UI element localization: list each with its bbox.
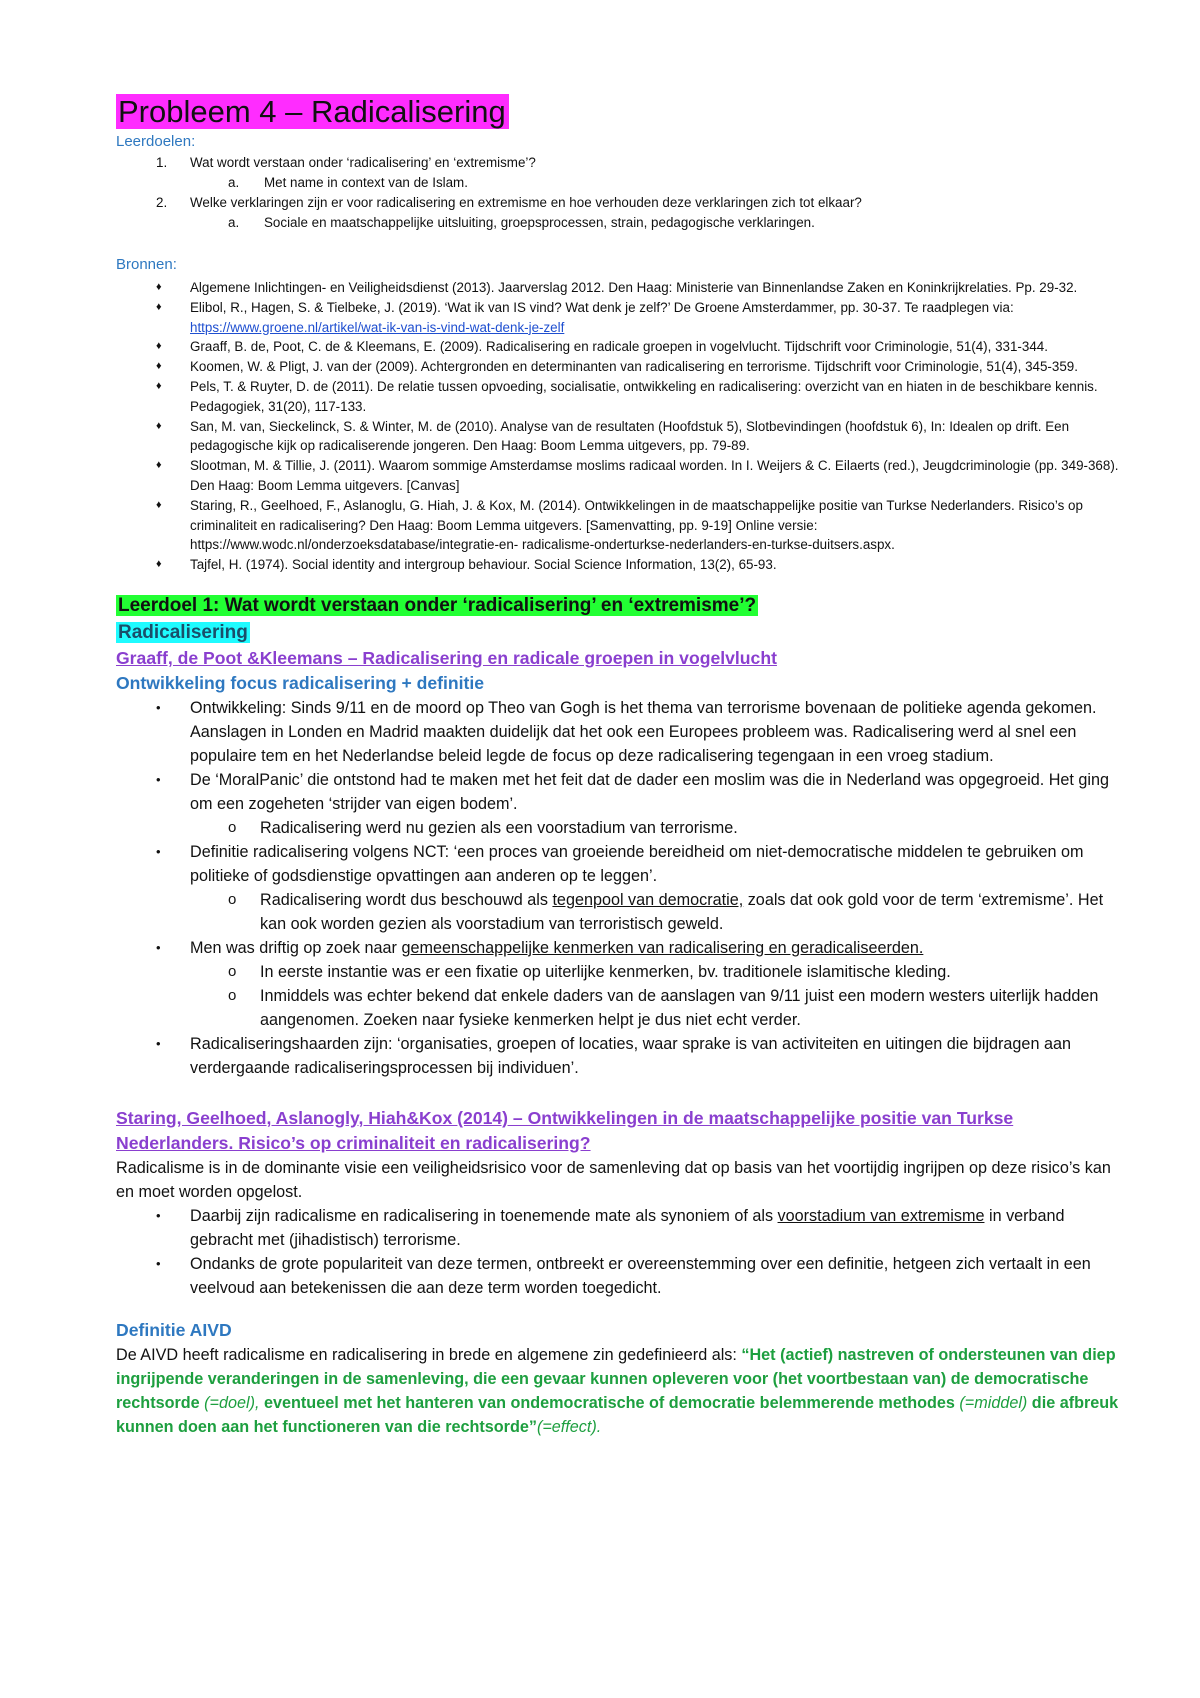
circle-bullet-icon: o <box>228 818 237 836</box>
page-title: Probleem 4 – Radicalisering <box>116 92 1120 132</box>
diamond-bullet-icon: ♦ <box>156 281 162 293</box>
diamond-bullet-icon: ♦ <box>156 558 162 571</box>
diamond-bullet-icon: ♦ <box>156 360 162 373</box>
list-item: ♦ Tajfel, H. (1974). Social identity and intergroup behaviour. Social Science Information, 13(2), 65-93. <box>116 555 1120 575</box>
list-item: • Men was driftig op zoek naar gemeenschappelijke kenmerken van radicalisering en geradicaliseerden. o In eerste instantie was er een fixatie op uiterlijke kenmerken, bv. traditionele islamitische kleding. o Inmiddels was echter bekend dat enkele daders van de aanslagen van 9/11 juist een modern westers uiterlijk hadden aangenomen. Zoeken naar fysieke kenmerken helpt je dus niet echt verder. <box>116 936 1120 1032</box>
source-heading-graaff: Graaff, de Poot &Kleemans – Radicalisering en radicale groepen in vogelvlucht <box>116 647 777 668</box>
diamond-bullet-icon: ♦ <box>156 340 162 353</box>
aivd-definition: De AIVD heeft radicalisme en radicalisering in brede en algemene zin gedefinieerd als: “Het (actief) nastreven of ondersteunen van diep ingrijpende veranderingen in de samenleving, die een gevaar kunnen opleveren voor (het voortbestaan van) de democratische rechtsorde (=doel), eventueel met het hanteren van ondemocratische of democratie belemmerende methodes (=middel) die afbreuk kunnen doen aan het functioneren van die rechtsorde”(=effect). <box>116 1345 1119 1436</box>
leerdoelen-label: Leerdoelen: <box>116 133 196 150</box>
staring-bullets <box>116 1204 1120 1300</box>
source-heading-staring: Staring, Geelhoed, Aslanogly, Hiah&Kox (2014) – Ontwikkelingen in de maatschappelijke positie van Turkse Nederlanders. Risico’s op criminaliteit en radicalisering? <box>116 1107 1014 1153</box>
list-item: ♦ Algemene Inlichtingen- en Veiligheidsdienst (2013). Jaarverslag 2012. Den Haag: Ministerie van Binnenlandse Zaken en Koninkrijkrelaties. Pp. 29-32. <box>116 278 1120 298</box>
list-item: • Daarbij zijn radicalisme en radicalisering in toenemende mate als synoniem of als voorstadium van extremisme in verband gebracht met (jihadistisch) terrorisme. <box>116 1204 1120 1252</box>
graaff-bullets <box>116 696 1120 1080</box>
diamond-bullet-icon: ♦ <box>156 459 162 472</box>
list-item: • Ondanks de grote populariteit van deze termen, ontbreekt er overeenstemming over een definitie, hetgeen zich vertaalt in een veelvoud aan betekenissen die aan deze term worden toegedicht. <box>116 1252 1120 1300</box>
bronnen-list <box>116 278 1120 575</box>
list-item: ♦ Pels, T. & Ruyter, D. de (2011). De relatie tussen opvoeding, socialisatie, ontwikkeling en radicalisering: overzicht van en hiaten in de beschikbare kennis. Pedagogiek, 31(20), 117-133. <box>156 378 1098 414</box>
bullet-icon: • <box>156 1207 161 1223</box>
radicalisering-heading: Radicalisering <box>118 621 248 643</box>
list-item: • Radicaliseringshaarden zijn: ‘organisaties, groepen of locaties, waar sprake is van activiteiten en uitingen die bijdragen aan verdergaande radicaliseringsprocessen bij individuen’. <box>116 1032 1120 1080</box>
list-item: o Radicalisering wordt dus beschouwd als tegenpool van democratie, zoals dat ook gold voor de term ‘extremisme’. Het kan ook worden gezien als voorstadium van terroristisch geweld. <box>116 888 1120 936</box>
leerdoel-1-heading: Leerdoel 1: Wat wordt verstaan onder ‘radicalisering’ en ‘extremisme’? <box>118 594 757 616</box>
bullet-icon: • <box>156 1035 161 1051</box>
bullet-icon: • <box>156 1255 161 1271</box>
leerdoelen-list <box>116 153 1120 233</box>
diamond-bullet-icon: ♦ <box>156 300 162 313</box>
diamond-bullet-icon: ♦ <box>156 498 162 511</box>
list-item: ♦ Graaff, B. de, Poot, C. de & Kleemans, E. (2009). Radicalisering en radicale groepen in vogelvlucht. Tijdschrift voor Criminologie, 51(4), 331-344. <box>116 337 1120 357</box>
circle-bullet-icon: o <box>228 986 237 1004</box>
bronnen-label: Bronnen: <box>116 256 177 273</box>
list-item: o Radicalisering werd nu gezien als een voorstadium van terrorisme. <box>116 816 1120 840</box>
diamond-bullet-icon: ♦ <box>156 379 162 392</box>
bullet-icon: • <box>156 939 161 955</box>
list-item: • Ontwikkeling: Sinds 9/11 en de moord op Theo van Gogh is het thema van terrorisme bovenaan de politieke agenda gekomen. Aanslagen in Londen en Madrid maakten duidelijk dat het ook een Europees probleem was. Radicalisering werd al snel een populaire tem en het Nederlandse beleid legde de focus op deze radicalisering tegengaan in een vroeg stadium. <box>116 696 1120 768</box>
bullet-icon: • <box>156 843 161 859</box>
list-item: • Definitie radicalisering volgens NCT: ‘een proces van groeiende bereidheid om niet-democratische middelen te gebruiken om politieke of godsdienstige opvattingen aan anderen op te leggen’. o Radicalisering wordt dus beschouwd als tegenpool van democratie, zoals dat ook gold voor de term ‘extremisme’. Het kan ook worden gezien als voorstadium van terroristisch geweld. <box>116 840 1120 936</box>
bullet-icon: • <box>156 699 161 715</box>
list-item: o Inmiddels was echter bekend dat enkele daders van de aanslagen van 9/11 juist een modern westers uiterlijk hadden aangenomen. Zoeken naar fysieke kenmerken helpt je dus niet echt verder. <box>116 984 1120 1032</box>
definitie-aivd-heading: Definitie AIVD <box>116 1319 232 1340</box>
circle-bullet-icon: o <box>228 962 237 980</box>
list-item: a. Sociale en maatschappelijke uitsluiting, groepsprocessen, strain, pedagogische verklaringen. <box>228 215 815 230</box>
staring-intro: Radicalisme is in de dominante visie een veiligheidsrisico voor de samenleving dat op basis van het voortijdig ingrijpen op deze risico’s kan en moet worden opgelost. <box>116 1158 1111 1201</box>
list-item: ♦ Staring, R., Geelhoed, F., Aslanoglu, G. Hiah, J. & Kox, M. (2014). Ontwikkelingen in de maatschappelijke positie van Turkse Nederlanders. Risico’s op criminaliteit en radicalisering? Den Haag: Boom Lemma uitgevers. [Samenvatting, pp. 9-19] Online versie: https://www.wodc.nl/onderzoeksdatabase/integratie-en- radicalisme-onderturkse-nederlanders-en-turkse-duitsers.aspx. <box>156 497 1083 553</box>
bullet-icon: • <box>156 771 161 787</box>
list-item: • De ‘MoralPanic’ die ontstond had te maken met het feit dat de dader een moslim was die in Nederland was opgegroeid. Het ging om een zogeheten ‘strijder van eigen bodem’. o Radicalisering werd nu gezien als een voorstadium van terrorisme. <box>116 768 1120 840</box>
list-item: 2. Welke verklaringen zijn er voor radicalisering en extremisme en hoe verhouden deze verklaringen zich tot elkaar? a. Sociale en maatschappelijke uitsluiting, groepsprocessen, strain, pedagogische verklaringen. <box>116 193 1120 233</box>
list-item: ♦ Slootman, M. & Tillie, J. (2011). Waarom sommige Amsterdamse moslims radicaal worden. In I. Weijers & C. Eilaerts (red.), Jeugdcriminologie (pp. 349-368). Den Haag: Boom Lemma uitgevers. [Canvas] <box>156 458 1119 493</box>
list-item: o In eerste instantie was er een fixatie op uiterlijke kenmerken, bv. traditionele islamitische kleding. <box>116 960 1120 984</box>
groene-link[interactable]: https://www.groene.nl/artikel/wat-ik-van-is-vind-wat-denk-je-zelf <box>190 319 565 335</box>
list-item: a. Met name in context van de Islam. <box>228 175 468 190</box>
list-item: ♦ Koomen, W. & Pligt, J. van der (2009). Achtergronden en determinanten van radicalisering en terrorisme. Tijdschrift voor Criminologie, 51(4), 345-359. <box>116 357 1120 377</box>
topic-heading: Ontwikkeling focus radicalisering + definitie <box>116 672 485 693</box>
list-item: 1. Wat wordt verstaan onder ‘radicalisering’ en ‘extremisme’? a. Met name in context van de Islam. <box>116 153 1120 193</box>
diamond-bullet-icon: ♦ <box>156 419 162 432</box>
list-item: ♦ San, M. van, Sieckelinck, S. & Winter, M. de (2010). Analyse van de resultaten (Hoofdstuk 5), Slotbevindingen (hoofdstuk 6), In: Idealen op drift. Een pedagogische kijk op radicaliserende jongeren. Den Haag: Boom Lemma uitgevers, pp. 79-89. <box>156 418 1070 454</box>
circle-bullet-icon: o <box>228 890 237 908</box>
list-item: ♦ Elibol, R., Hagen, S. & Tielbeke, J. (2019). ‘Wat ik van IS vind? Wat denk je zelf?’ De Groene Amsterdammer, pp. 30-37. Te raadplegen via: https://www.groene.nl/artikel/wat-ik-van-is-vind-wat-denk-je-zelf <box>156 299 1014 335</box>
